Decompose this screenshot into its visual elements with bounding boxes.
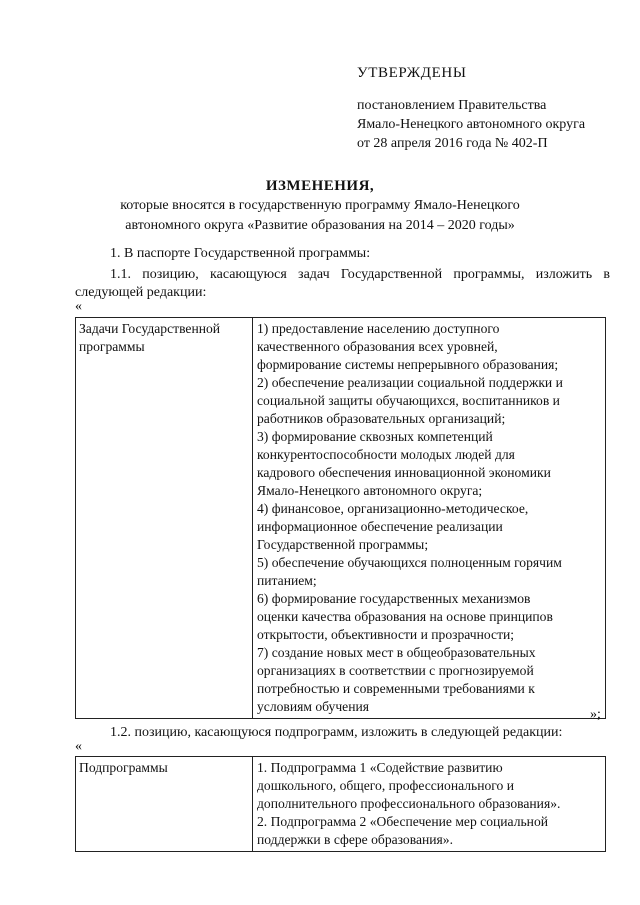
subtitle-line: которые вносятся в государственную программу Ямало-Ненецкого	[120, 198, 520, 213]
cell-line: 5) обеспечение обучающихся полноценным горячим	[257, 555, 562, 570]
table-label-cell	[76, 318, 253, 719]
cell-line: 1) предоставление населению доступного	[257, 321, 500, 336]
cell-line: работников образовательных организаций;	[257, 411, 506, 426]
table-row	[76, 757, 606, 852]
cell-line: формирование системы непрерывного образования;	[257, 357, 559, 372]
cell-line: дошкольного, общего, профессионального и	[257, 778, 515, 793]
cell-line: 7) создание новых мест в общеобразовательных	[257, 645, 536, 660]
cell-line: 4) финансовое, организационно-методическое,	[257, 501, 529, 516]
table-label-cell	[76, 757, 253, 852]
item-1-1-line1: 1.1. позицию, касающуюся задач Государственной программы, изложить в	[110, 267, 610, 282]
cell-line: открытости, объективности и прозрачности;	[257, 627, 515, 642]
cell-line: оценки качества образования на основе принципов	[257, 609, 553, 624]
table-content-cell	[253, 757, 606, 852]
approval-line: Ямало-Ненецкого автономного округа	[357, 117, 586, 132]
item-1-2: 1.2. позицию, касающуюся подпрограмм, изложить в следующей редакции:	[110, 725, 563, 740]
cell-line: 6) формирование государственных механизмов	[257, 591, 531, 606]
approval-line: постановлением Правительства	[357, 98, 547, 113]
close-quote: »;	[590, 707, 601, 722]
subprograms-table	[75, 756, 606, 852]
open-quote: «	[75, 299, 82, 314]
approval-block	[357, 63, 627, 153]
cell-line: Ямало-Ненецкого автономного округа;	[257, 483, 483, 498]
cell-line: 2) обеспечение реализации социальной поддержки и	[257, 375, 563, 390]
item-1-1-line2: следующей редакции:	[75, 285, 207, 300]
open-quote: «	[75, 739, 82, 754]
approval-line: от 28 апреля 2016 года № 402-П	[357, 136, 548, 151]
cell-line: программы	[79, 339, 145, 354]
approval-heading: УТВЕРЖДЕНЫ	[357, 65, 467, 81]
document-subtitle	[100, 196, 540, 236]
cell-line: Задачи Государственной	[79, 321, 221, 336]
cell-line: питанием;	[257, 573, 317, 588]
cell-line: Подпрограммы	[79, 760, 168, 775]
cell-line: качественного образования всех уровней,	[257, 339, 498, 354]
cell-line: 2. Подпрограмма 2 «Обеспечение мер социальной	[257, 814, 549, 829]
tasks-table	[75, 317, 606, 719]
cell-line: кадрового обеспечения инновационной экономики	[257, 465, 551, 480]
table-content-cell	[253, 318, 606, 719]
cell-line: дополнительного профессионального образования».	[257, 796, 561, 811]
cell-line: потребностью и современными требованиями к	[257, 681, 535, 696]
section-1-heading: 1. В паспорте Государственной программы:	[110, 246, 371, 261]
cell-line: 3) формирование сквозных компетенций	[257, 429, 493, 444]
cell-line: Государственной программы;	[257, 537, 429, 552]
document-title: ИЗМЕНЕНИЯ,	[265, 178, 375, 194]
cell-line: организациях в соответствии с прогнозируемой	[257, 663, 534, 678]
cell-line: поддержки в сфере образования».	[257, 832, 454, 847]
table-row	[76, 318, 606, 719]
cell-line: 1. Подпрограмма 1 «Содействие развитию	[257, 760, 503, 775]
subtitle-line: автономного округа «Развитие образования на 2014 – 2020 годы»	[125, 218, 515, 233]
cell-line: конкурентоспособности молодых людей для	[257, 447, 515, 462]
cell-line: социальной защиты обучающихся, воспитанников и	[257, 393, 560, 408]
cell-line: условиям обучения	[257, 699, 370, 714]
cell-line: информационное обеспечение реализации	[257, 519, 503, 534]
